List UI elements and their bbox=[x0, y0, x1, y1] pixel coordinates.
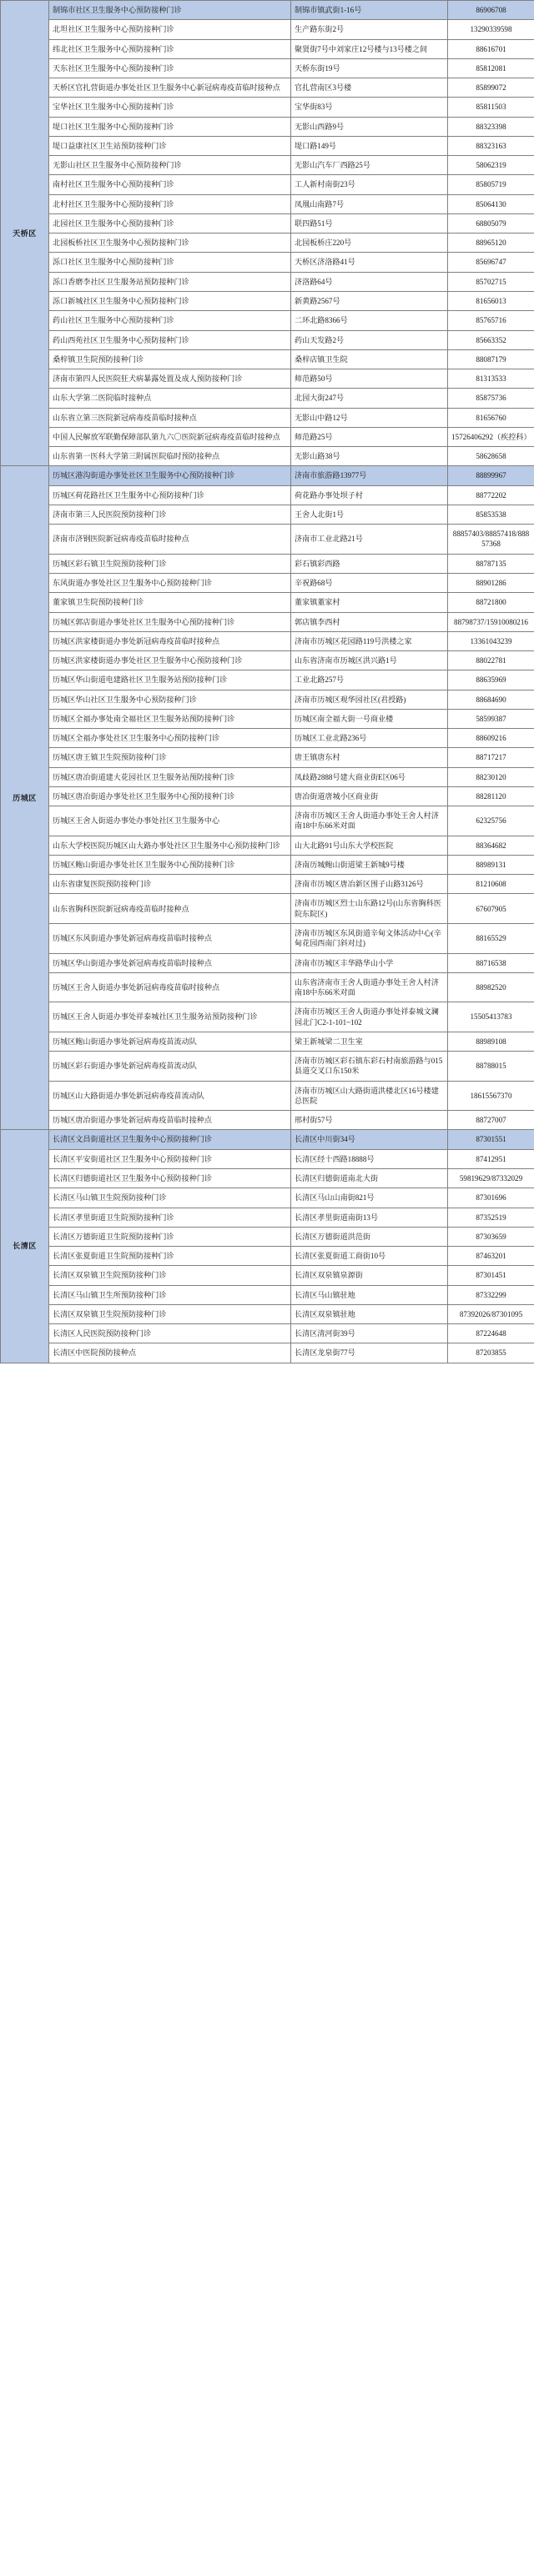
clinic-phone-cell: 88721800 bbox=[448, 593, 534, 612]
table-row bbox=[1, 1149, 534, 1168]
clinic-name-cell: 董家镇卫生院预防接种门诊 bbox=[49, 593, 291, 612]
table-row bbox=[1, 631, 534, 650]
clinic-name-cell: 历城区王舍人街道办事处新冠病毒疫苗临时接种点 bbox=[49, 972, 291, 1002]
table-row bbox=[1, 389, 534, 408]
clinic-phone-cell: 88364682 bbox=[448, 836, 534, 855]
clinic-phone-cell: 88022781 bbox=[448, 651, 534, 670]
table-row bbox=[1, 875, 534, 894]
clinic-phone-cell: 88609216 bbox=[448, 729, 534, 748]
clinic-address-cell: 长清区张夏街道工商街10号 bbox=[291, 1247, 448, 1266]
table-body bbox=[1, 1, 534, 1363]
clinic-address-cell: 长清区龙泉街77号 bbox=[291, 1343, 448, 1363]
clinic-phone-cell: 85064130 bbox=[448, 194, 534, 213]
table-row bbox=[1, 1304, 534, 1323]
clinic-address-cell: 长清区清河街39号 bbox=[291, 1324, 448, 1343]
clinic-address-cell: 长清区马山镇驻地 bbox=[291, 1285, 448, 1304]
clinic-phone-cell: 81313533 bbox=[448, 369, 534, 389]
clinic-name-cell: 历城区东风街道办事处新冠病毒疫苗临时接种点 bbox=[49, 924, 291, 954]
table-row bbox=[1, 427, 534, 446]
clinic-phone-cell: 88899967 bbox=[448, 466, 534, 485]
clinic-phone-cell: 86906708 bbox=[448, 1, 534, 20]
clinic-phone-cell: 87332299 bbox=[448, 1285, 534, 1304]
clinic-name-cell: 药山西苑社区卫生服务中心预防接种门诊 bbox=[49, 330, 291, 349]
clinic-phone-cell: 88717217 bbox=[448, 748, 534, 767]
clinic-phone-cell: 81656760 bbox=[448, 408, 534, 427]
clinic-address-cell: 荷花路办事处坝子村 bbox=[291, 485, 448, 505]
clinic-phone-cell: 13361043239 bbox=[448, 631, 534, 650]
table-row bbox=[1, 194, 534, 213]
table-row bbox=[1, 272, 534, 291]
clinic-phone-cell: 88684690 bbox=[448, 690, 534, 709]
clinic-address-cell: 梁王新城梁二卫生室 bbox=[291, 1032, 448, 1051]
clinic-phone-cell: 88982520 bbox=[448, 972, 534, 1002]
clinic-name-cell: 长清区中医院预防接种点 bbox=[49, 1343, 291, 1363]
table-row bbox=[1, 690, 534, 709]
clinic-name-cell: 历城区鲍山街道办事处社区卫生服务中心预防接种门诊 bbox=[49, 855, 291, 874]
clinic-name-cell: 堤口益康社区卫生站预防接种门诊 bbox=[49, 136, 291, 155]
table-row bbox=[1, 78, 534, 98]
clinic-name-cell: 历城区荷花路社区卫生服务中心预防接种门诊 bbox=[49, 485, 291, 505]
table-row bbox=[1, 1227, 534, 1246]
clinic-address-cell: 郭店镇李西村 bbox=[291, 612, 448, 631]
clinic-phone-cell: 58599387 bbox=[448, 709, 534, 728]
table-row bbox=[1, 748, 534, 767]
clinic-address-cell: 山东省济南市历城区洪兴路1号 bbox=[291, 651, 448, 670]
clinic-phone-cell: 59819629/87332029 bbox=[448, 1169, 534, 1188]
clinic-name-cell: 历城区王舍人街道办事处办事处社区卫生服务中心 bbox=[49, 806, 291, 836]
clinic-address-cell: 二环北路8366号 bbox=[291, 311, 448, 330]
clinic-address-cell: 师范路25号 bbox=[291, 427, 448, 446]
clinic-name-cell: 历城区华山街道电建路社区卫生服务站预防接种门诊 bbox=[49, 670, 291, 690]
clinic-phone-cell: 88798737/15910080216 bbox=[448, 612, 534, 631]
clinic-address-cell: 北园板桥庄220号 bbox=[291, 233, 448, 253]
clinic-address-cell: 师范路50号 bbox=[291, 369, 448, 389]
clinic-phone-cell: 88989131 bbox=[448, 855, 534, 874]
table-row bbox=[1, 1130, 534, 1149]
table-row bbox=[1, 651, 534, 670]
table-row bbox=[1, 253, 534, 272]
clinic-name-cell: 北坦社区卫生服务中心预防接种门诊 bbox=[49, 20, 291, 39]
clinic-phone-cell: 88323398 bbox=[448, 117, 534, 136]
clinic-phone-cell: 88727007 bbox=[448, 1111, 534, 1130]
clinic-address-cell: 宝华街83号 bbox=[291, 98, 448, 117]
clinic-name-cell: 长清区万德街道卫生院预防接种门诊 bbox=[49, 1227, 291, 1246]
table-row bbox=[1, 972, 534, 1002]
clinic-phone-cell: 18615567370 bbox=[448, 1081, 534, 1111]
table-row bbox=[1, 349, 534, 369]
table-row bbox=[1, 836, 534, 855]
table-row bbox=[1, 447, 534, 466]
clinic-name-cell: 堤口社区卫生服务中心预防接种门诊 bbox=[49, 117, 291, 136]
clinic-phone-cell: 58628658 bbox=[448, 447, 534, 466]
clinic-address-cell: 山大北路91号山东大学校医院 bbox=[291, 836, 448, 855]
clinic-phone-cell: 85765716 bbox=[448, 311, 534, 330]
clinic-name-cell: 长清区平安街道社区卫生服务中心预防接种门诊 bbox=[49, 1149, 291, 1168]
table-row bbox=[1, 1052, 534, 1082]
clinic-name-cell: 桑梓镇卫生院预防接种门诊 bbox=[49, 349, 291, 369]
table-row bbox=[1, 709, 534, 728]
clinic-name-cell: 长清区人民医院预防接种门诊 bbox=[49, 1324, 291, 1343]
clinic-address-cell: 无影山中路12号 bbox=[291, 408, 448, 427]
clinic-name-cell: 泺口社区卫生服务中心预防接种门诊 bbox=[49, 253, 291, 272]
table-row bbox=[1, 213, 534, 233]
clinic-address-cell: 济南市历城区东风街道辛甸文体活动中心(辛甸花园西南门斜对过) bbox=[291, 924, 448, 954]
clinic-address-cell: 长清区中川街34号 bbox=[291, 1130, 448, 1149]
table-row bbox=[1, 953, 534, 972]
clinic-address-cell: 工人新村南街23号 bbox=[291, 175, 448, 194]
table-row bbox=[1, 593, 534, 612]
clinic-phone-cell: 85875736 bbox=[448, 389, 534, 408]
clinic-phone-cell: 85702715 bbox=[448, 272, 534, 291]
table-row bbox=[1, 117, 534, 136]
table-row bbox=[1, 1, 534, 20]
clinic-name-cell: 制锦市社区卫生服务中心预防接种门诊 bbox=[49, 1, 291, 20]
clinic-address-cell: 历城区工业北路236号 bbox=[291, 729, 448, 748]
clinic-phone-cell: 88787135 bbox=[448, 554, 534, 573]
clinic-address-cell: 堤口路149号 bbox=[291, 136, 448, 155]
clinic-address-cell: 桑梓店镇卫生院 bbox=[291, 349, 448, 369]
clinic-address-cell: 长清区孝里街道南街13号 bbox=[291, 1208, 448, 1227]
table-row bbox=[1, 670, 534, 690]
clinic-phone-cell: 88901286 bbox=[448, 573, 534, 592]
table-row bbox=[1, 39, 534, 58]
table-row bbox=[1, 1188, 534, 1208]
clinic-name-cell: 纬北社区卫生服务中心预防接种门诊 bbox=[49, 39, 291, 58]
clinic-address-cell: 唐冶街道唐城小区商业街 bbox=[291, 786, 448, 806]
clinic-phone-cell: 88616701 bbox=[448, 39, 534, 58]
clinic-phone-cell: 88165529 bbox=[448, 924, 534, 954]
table-row bbox=[1, 894, 534, 924]
clinic-name-cell: 历城区洪家楼街道办事处新冠病毒疫苗临时接种点 bbox=[49, 631, 291, 650]
table-row bbox=[1, 554, 534, 573]
clinic-phone-cell: 85696747 bbox=[448, 253, 534, 272]
clinic-address-cell: 凤歧路2888号建大商业街E区06号 bbox=[291, 767, 448, 786]
table-row bbox=[1, 786, 534, 806]
table-row bbox=[1, 855, 534, 874]
clinic-phone-cell: 85663352 bbox=[448, 330, 534, 349]
table-row bbox=[1, 291, 534, 310]
clinic-name-cell: 山东大学第二医院临时接种点 bbox=[49, 389, 291, 408]
table-row bbox=[1, 1266, 534, 1285]
clinic-name-cell: 长清区文昌街道社区卫生服务中心预防接种门诊 bbox=[49, 1130, 291, 1149]
clinic-phone-cell: 88716538 bbox=[448, 953, 534, 972]
clinic-name-cell: 天桥区官扎营街道办事处社区卫生服务中心新冠病毒疫苗临时接种点 bbox=[49, 78, 291, 98]
clinic-phone-cell: 81210608 bbox=[448, 875, 534, 894]
clinic-name-cell: 北园社区卫生服务中心预防接种门诊 bbox=[49, 213, 291, 233]
clinic-address-cell: 北园大街247号 bbox=[291, 389, 448, 408]
table-row bbox=[1, 505, 534, 524]
clinic-address-cell: 济南市历城区王舍人街道办事处祥泰城文澜园北门C2-1-101~102 bbox=[291, 1002, 448, 1032]
clinic-address-cell: 济南市历城区唐冶新区围子山路3126号 bbox=[291, 875, 448, 894]
table-row bbox=[1, 767, 534, 786]
clinic-name-cell: 南村社区卫生服务中心预防接种门诊 bbox=[49, 175, 291, 194]
clinic-name-cell: 泺口香磨李社区卫生服务站预防接种门诊 bbox=[49, 272, 291, 291]
table-row bbox=[1, 485, 534, 505]
table-row bbox=[1, 233, 534, 253]
table-row bbox=[1, 58, 534, 78]
clinic-address-cell: 济南市旅游路13977号 bbox=[291, 466, 448, 485]
clinic-name-cell: 泺口新城社区卫生服务中心预防接种门诊 bbox=[49, 291, 291, 310]
clinic-phone-cell: 88635969 bbox=[448, 670, 534, 690]
clinic-name-cell: 山东省胸科医院新冠病毒疫苗临时接种点 bbox=[49, 894, 291, 924]
clinic-phone-cell: 87224648 bbox=[448, 1324, 534, 1343]
clinic-phone-cell: 15505413783 bbox=[448, 1002, 534, 1032]
clinic-name-cell: 北园板桥社区卫生服务中心预防接种门诊 bbox=[49, 233, 291, 253]
clinic-phone-cell: 88965120 bbox=[448, 233, 534, 253]
table-row bbox=[1, 1343, 534, 1363]
clinic-phone-cell: 87352519 bbox=[448, 1208, 534, 1227]
clinic-phone-cell: 87301451 bbox=[448, 1266, 534, 1285]
clinic-name-cell: 历城区华山社区卫生服务中心预防接种门诊 bbox=[49, 690, 291, 709]
clinic-name-cell: 长清区孝里街道卫生院预防接种门诊 bbox=[49, 1208, 291, 1227]
clinic-name-cell: 济南市第三人民医院预防接种门诊 bbox=[49, 505, 291, 524]
clinic-name-cell: 历城区彩石街道办事处新冠病毒疫苗流动队 bbox=[49, 1052, 291, 1082]
table-row bbox=[1, 175, 534, 194]
clinic-name-cell: 无影山社区卫生服务中心预防接种门诊 bbox=[49, 156, 291, 175]
table-row bbox=[1, 729, 534, 748]
clinic-name-cell: 天东社区卫生服务中心预防接种门诊 bbox=[49, 58, 291, 78]
table-row bbox=[1, 1002, 534, 1032]
clinic-phone-cell: 85853538 bbox=[448, 505, 534, 524]
clinic-address-cell: 制锦市镇武街1-16号 bbox=[291, 1, 448, 20]
table-row bbox=[1, 1081, 534, 1111]
clinic-name-cell: 长清区双泉镇卫生院预防接种门诊 bbox=[49, 1304, 291, 1323]
clinic-phone-cell: 88281120 bbox=[448, 786, 534, 806]
clinic-address-cell: 唐王镇唐东村 bbox=[291, 748, 448, 767]
table-row bbox=[1, 1111, 534, 1130]
table-row bbox=[1, 330, 534, 349]
clinic-address-cell: 长清区归德街道南北大街 bbox=[291, 1169, 448, 1188]
table-row bbox=[1, 1324, 534, 1343]
clinic-name-cell: 历城区唐冶街道建大花园社区卫生服务站预防接种门诊 bbox=[49, 767, 291, 786]
table-row bbox=[1, 1032, 534, 1051]
clinic-address-cell: 无影山路38号 bbox=[291, 447, 448, 466]
clinic-address-cell: 彩石镇彩西路 bbox=[291, 554, 448, 573]
clinic-address-cell: 济南市历城区丰华路华山小学 bbox=[291, 953, 448, 972]
clinic-address-cell: 辛祝路68号 bbox=[291, 573, 448, 592]
clinic-name-cell: 长清区马山镇卫生院预防接种门诊 bbox=[49, 1188, 291, 1208]
clinic-name-cell: 历城区唐王镇卫生院预防接种门诊 bbox=[49, 748, 291, 767]
clinic-phone-cell: 85811503 bbox=[448, 98, 534, 117]
clinic-phone-cell: 67607905 bbox=[448, 894, 534, 924]
district-label: 长清区 bbox=[1, 1130, 49, 1363]
clinic-phone-cell: 87301551 bbox=[448, 1130, 534, 1149]
clinic-phone-cell: 81656013 bbox=[448, 291, 534, 310]
clinic-name-cell: 历城区唐冶街道办事处新冠病毒疫苗临时接种点 bbox=[49, 1111, 291, 1130]
clinic-name-cell: 山东省康复医院预防接种门诊 bbox=[49, 875, 291, 894]
clinic-address-cell: 济南历城鲍山街道梁王新城9号楼 bbox=[291, 855, 448, 874]
clinic-phone-cell: 87412951 bbox=[448, 1149, 534, 1168]
clinic-phone-cell: 85899072 bbox=[448, 78, 534, 98]
clinic-address-cell: 长清区万德街道洪范街 bbox=[291, 1227, 448, 1246]
clinic-name-cell: 长清区马山镇卫生所预防接种门诊 bbox=[49, 1285, 291, 1304]
clinic-address-cell: 济南市历城区花园路119号洪楼之家 bbox=[291, 631, 448, 650]
table-row bbox=[1, 573, 534, 592]
clinic-phone-cell: 87392026/87301095 bbox=[448, 1304, 534, 1323]
clinic-name-cell: 北村社区卫生服务中心预防接种门诊 bbox=[49, 194, 291, 213]
table-row bbox=[1, 136, 534, 155]
district-label: 历城区 bbox=[1, 466, 49, 1130]
clinic-phone-cell: 88230120 bbox=[448, 767, 534, 786]
clinic-phone-cell: 85812081 bbox=[448, 58, 534, 78]
clinic-address-cell: 董家镇董家村 bbox=[291, 593, 448, 612]
clinic-name-cell: 中国人民解放军联勤保障部队第九六〇医院新冠病毒疫苗临时接种点 bbox=[49, 427, 291, 446]
clinic-address-cell: 天桥区济洛路41号 bbox=[291, 253, 448, 272]
table-row bbox=[1, 924, 534, 954]
clinic-address-cell: 工业北路257号 bbox=[291, 670, 448, 690]
clinic-name-cell: 药山社区卫生服务中心预防接种门诊 bbox=[49, 311, 291, 330]
clinic-name-cell: 历城区全福办事处南全福社区卫生服务站预防接种门诊 bbox=[49, 709, 291, 728]
clinic-address-cell: 长清区双泉镇泉源街 bbox=[291, 1266, 448, 1285]
clinic-phone-cell: 87203855 bbox=[448, 1343, 534, 1363]
clinic-phone-cell: 88857403/88857418/88857368 bbox=[448, 525, 534, 555]
clinic-phone-cell: 68805079 bbox=[448, 213, 534, 233]
clinic-address-cell: 长清区马山山南街821号 bbox=[291, 1188, 448, 1208]
clinic-name-cell: 历城区洪家楼街道办事处社区卫生服务中心预防接种门诊 bbox=[49, 651, 291, 670]
clinic-name-cell: 历城区华山街道办事处新冠病毒疫苗临时接种点 bbox=[49, 953, 291, 972]
clinic-address-cell: 长清区经十西路18888号 bbox=[291, 1149, 448, 1168]
clinic-address-cell: 凤凰山南路7号 bbox=[291, 194, 448, 213]
clinic-address-cell: 邢村街57号 bbox=[291, 1111, 448, 1130]
clinic-name-cell: 历城区港沟街道办事处社区卫生服务中心预防接种门诊 bbox=[49, 466, 291, 485]
table-row bbox=[1, 466, 534, 485]
clinic-name-cell: 历城区王舍人街道办事处祥泰城社区卫生服务站预防接种门诊 bbox=[49, 1002, 291, 1032]
table-row bbox=[1, 806, 534, 836]
clinic-phone-cell: 87301696 bbox=[448, 1188, 534, 1208]
clinic-address-cell: 济南市历城区王舍人街道办事处王舍人村济南18中东66米对面 bbox=[291, 806, 448, 836]
clinic-name-cell: 历城区郭店街道办事处社区卫生服务中心预防接种门诊 bbox=[49, 612, 291, 631]
clinic-address-cell: 无影山汽车厂西路25号 bbox=[291, 156, 448, 175]
clinic-name-cell: 济南市济钢医院新冠病毒疫苗临时接种点 bbox=[49, 525, 291, 555]
clinic-phone-cell: 62325756 bbox=[448, 806, 534, 836]
table-row bbox=[1, 98, 534, 117]
clinic-address-cell: 聚贤街7号中刘家庄12号楼与13号楼之间 bbox=[291, 39, 448, 58]
clinic-name-cell: 历城区全福办事处社区卫生服务中心预防接种门诊 bbox=[49, 729, 291, 748]
table-row bbox=[1, 1169, 534, 1188]
clinic-phone-cell: 88989108 bbox=[448, 1032, 534, 1051]
table-row bbox=[1, 1208, 534, 1227]
table-row bbox=[1, 408, 534, 427]
table-row bbox=[1, 156, 534, 175]
clinic-address-cell: 长清区双泉镇驻地 bbox=[291, 1304, 448, 1323]
clinic-phone-cell: 13290339598 bbox=[448, 20, 534, 39]
clinic-phone-cell: 88323163 bbox=[448, 136, 534, 155]
clinic-name-cell: 历城区唐冶街道办事处社区卫生服务中心预防接种门诊 bbox=[49, 786, 291, 806]
clinic-phone-cell: 85805719 bbox=[448, 175, 534, 194]
clinic-address-cell: 山东省济南市王舍人街道办事处王舍人村济南18中东66米对面 bbox=[291, 972, 448, 1002]
table-row bbox=[1, 1247, 534, 1266]
clinic-name-cell: 宝华社区卫生服务中心预防接种门诊 bbox=[49, 98, 291, 117]
clinic-address-cell: 王舍人北街1号 bbox=[291, 505, 448, 524]
clinic-name-cell: 长清区张夏街道卫生院预防接种门诊 bbox=[49, 1247, 291, 1266]
table-row bbox=[1, 525, 534, 555]
clinic-name-cell: 山东省第一医科大学第三附属医院临时预防接种点 bbox=[49, 447, 291, 466]
clinic-address-cell: 新黄路2567号 bbox=[291, 291, 448, 310]
clinic-address-cell: 济南市历城区山大路街道洪楼北区16号楼建总医院 bbox=[291, 1081, 448, 1111]
clinic-address-cell: 济南市历城区彩石镇东彩石村南旅游路与015县道交叉口东150米 bbox=[291, 1052, 448, 1082]
table-row bbox=[1, 311, 534, 330]
clinic-phone-cell: 88788015 bbox=[448, 1052, 534, 1082]
clinic-phone-cell: 88087179 bbox=[448, 349, 534, 369]
table-row bbox=[1, 20, 534, 39]
district-label: 天桥区 bbox=[1, 1, 49, 466]
clinic-address-cell: 无影山西路9号 bbox=[291, 117, 448, 136]
table-row bbox=[1, 369, 534, 389]
clinic-address-cell: 天桥东街19号 bbox=[291, 58, 448, 78]
clinic-address-cell: 济洛路64号 bbox=[291, 272, 448, 291]
clinic-name-cell: 山东省立第三医院新冠病毒疫苗临时接种点 bbox=[49, 408, 291, 427]
table-row bbox=[1, 1285, 534, 1304]
clinic-address-cell: 联四路51号 bbox=[291, 213, 448, 233]
table-row bbox=[1, 612, 534, 631]
clinic-phone-cell: 87463201 bbox=[448, 1247, 534, 1266]
clinic-name-cell: 东风街道办事处社区卫生服务中心预防接种门诊 bbox=[49, 573, 291, 592]
clinic-address-cell: 济南市历城区观华园社区(君授路) bbox=[291, 690, 448, 709]
clinic-address-cell: 历城区南全福大街一号商业楼 bbox=[291, 709, 448, 728]
clinic-phone-cell: 88772202 bbox=[448, 485, 534, 505]
clinic-name-cell: 山东大学校医院历城区山大路办事处社区卫生服务中心预防接种门诊 bbox=[49, 836, 291, 855]
clinic-name-cell: 济南市第四人民医院狂犬病暴露处置及成人预防接种门诊 bbox=[49, 369, 291, 389]
clinic-address-cell: 生产路东街2号 bbox=[291, 20, 448, 39]
clinic-name-cell: 长清区归德街道社区卫生服务中心预防接种门诊 bbox=[49, 1169, 291, 1188]
clinic-phone-cell: 58062319 bbox=[448, 156, 534, 175]
clinic-address-cell: 官扎营南区3号楼 bbox=[291, 78, 448, 98]
clinic-name-cell: 历城区鲍山街道办事处新冠病毒疫苗流动队 bbox=[49, 1032, 291, 1051]
clinic-name-cell: 长清区双泉镇卫生院预防接种门诊 bbox=[49, 1266, 291, 1285]
clinic-address-cell: 药山天发路2号 bbox=[291, 330, 448, 349]
clinic-address-cell: 济南市工业北路21号 bbox=[291, 525, 448, 555]
clinic-phone-cell: 87303659 bbox=[448, 1227, 534, 1246]
clinic-address-cell: 济南市历城区烈士山东路12号(山东省胸科医院东院区) bbox=[291, 894, 448, 924]
clinic-name-cell: 历城区山大路街道办事处新冠病毒疫苗流动队 bbox=[49, 1081, 291, 1111]
clinic-phone-cell: 15726406292（疾控科） bbox=[448, 427, 534, 446]
clinic-name-cell: 历城区彩石镇卫生院预防接种门诊 bbox=[49, 554, 291, 573]
